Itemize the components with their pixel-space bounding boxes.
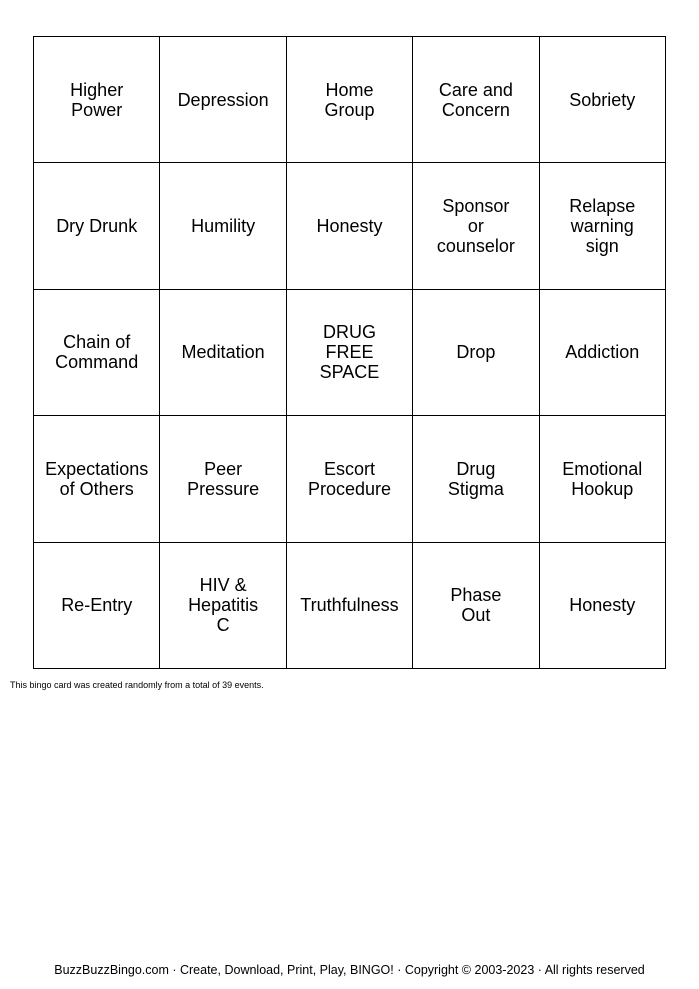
card-row (34, 163, 666, 289)
card-cell: Sobriety (539, 37, 665, 163)
card-cell: Care and Concern (413, 37, 539, 163)
card-cell: Re-Entry (34, 542, 160, 668)
card-cell: Phase Out (413, 542, 539, 668)
card-cell: Depression (160, 37, 286, 163)
card-cell: Honesty (286, 163, 412, 289)
card-row (34, 289, 666, 415)
card-row (34, 416, 666, 542)
card-cell: Honesty (539, 542, 665, 668)
card-cell: Chain of Command (34, 289, 160, 415)
page-footer: BuzzBuzzBingo.com · Create, Download, Print, Play, BINGO! · Copyright © 2003-2023 · All rights reserved (54, 963, 645, 977)
card-cell: Addiction (539, 289, 665, 415)
card-cell: Higher Power (34, 37, 160, 163)
bingo-card (33, 36, 666, 669)
card-row (34, 542, 666, 668)
card-cell: Humility (160, 163, 286, 289)
card-cell: Drop (413, 289, 539, 415)
card-cell: Drug Stigma (413, 416, 539, 542)
generation-note: This bingo card was created randomly from a total of 39 events. (10, 680, 264, 690)
card-cell: Home Group (286, 37, 412, 163)
card-cell: Peer Pressure (160, 416, 286, 542)
card-cell: Truthfulness (286, 542, 412, 668)
card-cell: Emotional Hookup (539, 416, 665, 542)
card-cell: Expectations of Others (34, 416, 160, 542)
card-cell: HIV & Hepatitis C (160, 542, 286, 668)
card-cell: Dry Drunk (34, 163, 160, 289)
card-cell: Escort Procedure (286, 416, 412, 542)
card-cell: Relapse warning sign (539, 163, 665, 289)
card-cell: Sponsor or counselor (413, 163, 539, 289)
card-cell: Meditation (160, 289, 286, 415)
card-row (34, 37, 666, 163)
free-space-cell: DRUG FREE SPACE (286, 289, 412, 415)
